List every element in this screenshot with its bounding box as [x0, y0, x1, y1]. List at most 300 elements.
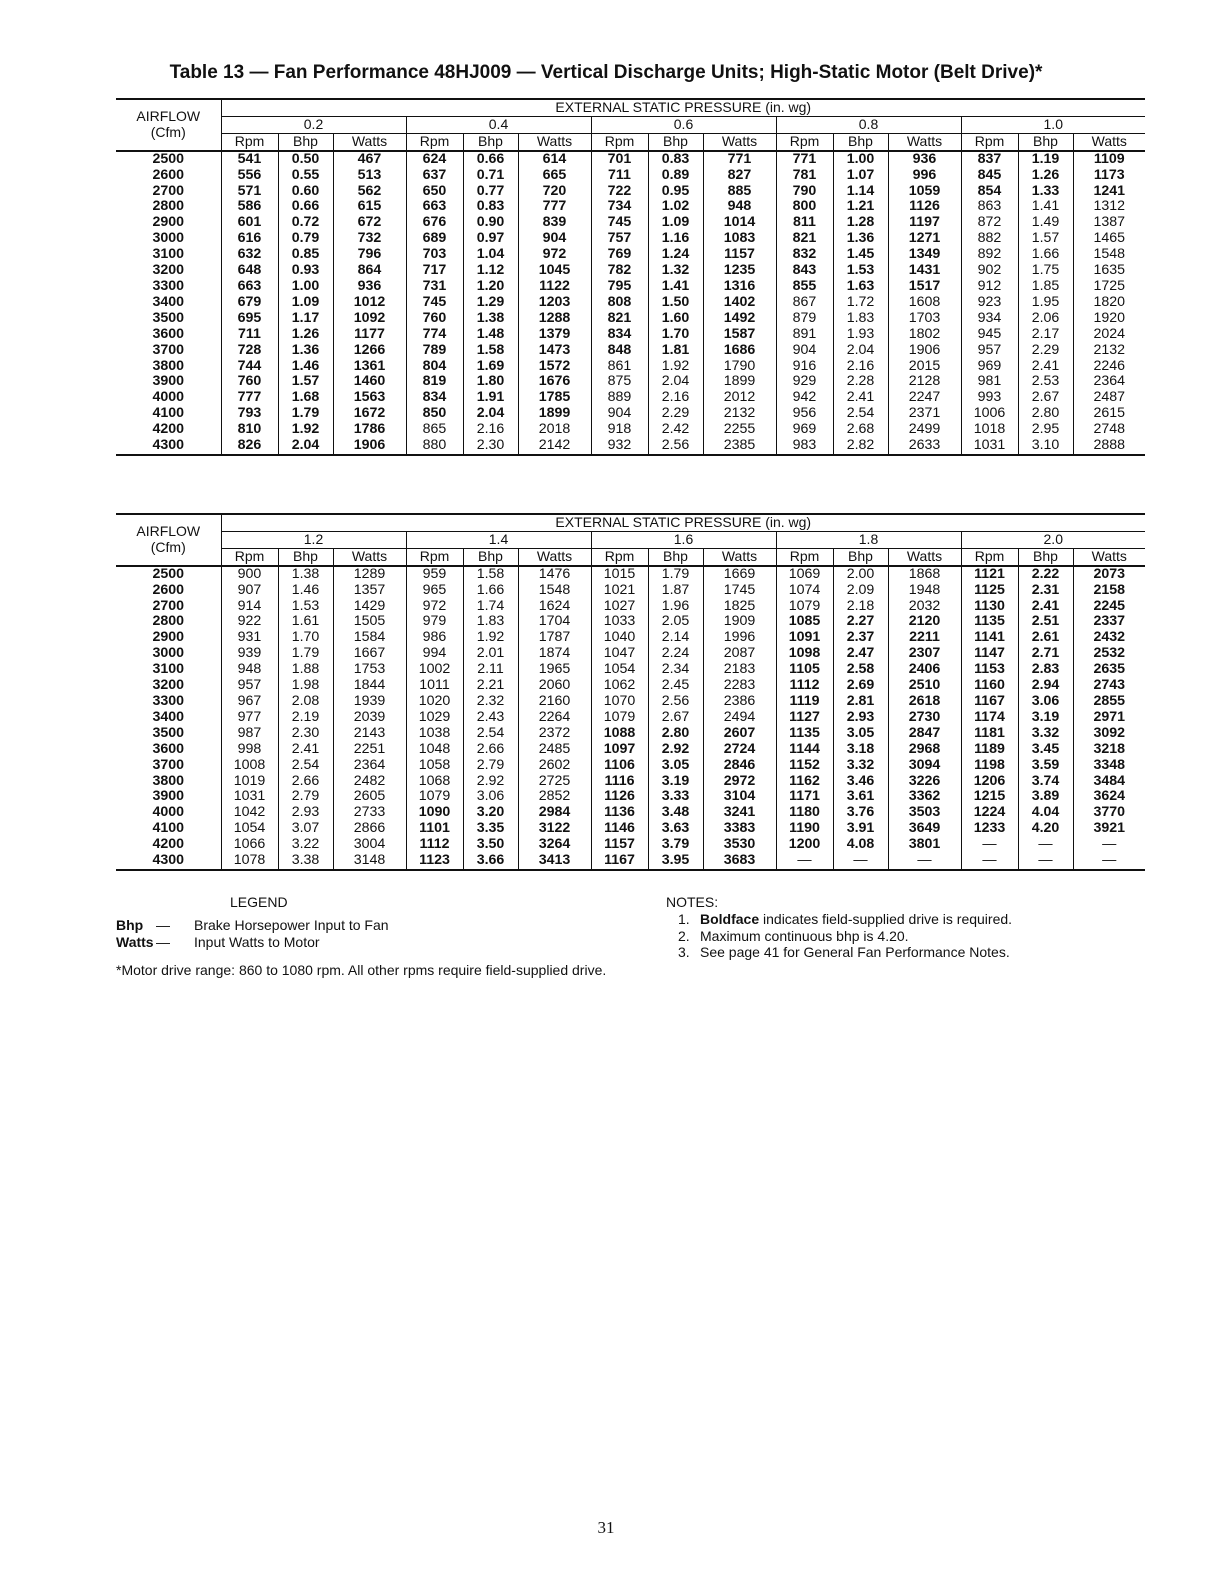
watts-cell: 1431: [888, 263, 961, 279]
watts-column-header: Watts: [333, 548, 406, 565]
rpm-cell: 1162: [776, 774, 833, 790]
table-title: Table 13 — Fan Performance 48HJ009 — Vertical Discharge Units; High-Static Motor (Belt Drive)*: [169, 62, 1043, 83]
watts-cell: 3362: [888, 789, 961, 805]
watts-cell: 2743: [1073, 678, 1145, 694]
bhp-cell: 2.24: [648, 646, 703, 662]
rpm-cell: 1198: [961, 758, 1018, 774]
rpm-cell: 1069: [776, 566, 833, 583]
watts-column-header: Watts: [1073, 133, 1145, 150]
table-row: [116, 742, 1145, 758]
rpm-cell: 648: [221, 263, 278, 279]
bhp-cell: 1.24: [648, 247, 703, 263]
rpm-cell: 1066: [221, 837, 278, 853]
bhp-cell: 1.21: [833, 199, 888, 215]
watts-cell: 972: [518, 247, 591, 263]
airflow-cell: 3500: [152, 725, 185, 741]
bhp-cell: 2.69: [833, 678, 888, 694]
watts-cell: 1122: [518, 279, 591, 295]
bhp-cell: 3.59: [1018, 758, 1073, 774]
watts-cell: 1492: [703, 311, 776, 327]
bhp-cell: 2.82: [833, 438, 888, 455]
bhp-cell: 1.36: [278, 343, 333, 359]
airflow-cell: 4300: [116, 853, 221, 870]
watts-cell: 1177: [333, 327, 406, 343]
watts-cell: 2246: [1073, 359, 1145, 375]
bhp-cell: 0.97: [463, 231, 518, 247]
rpm-cell: 863: [961, 199, 1018, 215]
bhp-cell: 0.90: [463, 215, 518, 231]
watts-cell: 2971: [1073, 710, 1145, 726]
bhp-cell: 3.91: [833, 821, 888, 837]
watts-cell: 2633: [888, 438, 961, 455]
watts-cell: 2386: [703, 694, 776, 710]
watts-cell: 1909: [703, 614, 776, 630]
rpm-cell: 1054: [591, 662, 648, 678]
bhp-cell: 1.58: [463, 566, 518, 583]
watts-cell: 2984: [518, 805, 591, 821]
watts-cell: 771: [703, 151, 776, 168]
bhp-cell: 2.56: [648, 438, 703, 455]
rpm-cell: 663: [406, 199, 463, 215]
airflow-header: AIRFLOW (Cfm): [116, 514, 221, 566]
watts-cell: 1753: [333, 662, 406, 678]
bhp-cell: 0.89: [648, 168, 703, 184]
table-row: [116, 311, 1145, 327]
watts-cell: 1672: [333, 406, 406, 422]
legend-item: Bhp — Brake Horsepower Input to Fan: [116, 917, 389, 933]
watts-cell: 720: [518, 184, 591, 200]
rpm-cell: —: [961, 837, 1018, 853]
note-item: 3. See page 41 for General Fan Performance Notes.: [678, 944, 1010, 960]
bhp-cell: 1.16: [648, 231, 703, 247]
rpm-cell: 967: [221, 694, 278, 710]
watts-cell: 1473: [518, 343, 591, 359]
bhp-cell: 3.32: [833, 758, 888, 774]
bhp-cell: 2.81: [833, 694, 888, 710]
table-row: [116, 231, 1145, 247]
rpm-cell: 848: [591, 343, 648, 359]
airflow-cell: 3600: [152, 326, 185, 342]
bhp-cell: 2.79: [278, 789, 333, 805]
bhp-cell: 3.35: [463, 821, 518, 837]
watts-cell: 2607: [703, 726, 776, 742]
bhp-cell: 1.87: [648, 583, 703, 599]
watts-cell: 1787: [518, 630, 591, 646]
pressure-header: 1.8: [776, 531, 961, 548]
table-row: [116, 821, 1145, 837]
airflow-cell: 4100: [152, 821, 185, 837]
rpm-cell: 1144: [776, 742, 833, 758]
airflow-cell: 2500: [152, 565, 185, 582]
rpm-cell: 760: [406, 311, 463, 327]
rpm-cell: 892: [961, 247, 1018, 263]
rpm-cell: 1127: [776, 710, 833, 726]
pressure-header: 0.8: [776, 116, 961, 133]
watts-cell: 732: [333, 231, 406, 247]
bhp-cell: 2.54: [463, 726, 518, 742]
table-row: [116, 614, 1145, 630]
bhp-cell: 2.18: [833, 599, 888, 615]
rpm-cell: 695: [221, 311, 278, 327]
rpm-cell: 1180: [776, 805, 833, 821]
watts-cell: 1686: [703, 343, 776, 359]
bhp-cell: 1.83: [833, 311, 888, 327]
watts-cell: 1465: [1073, 231, 1145, 247]
watts-cell: 2748: [1073, 422, 1145, 438]
airflow-cell: 4000: [152, 805, 185, 821]
watts-cell: 1785: [518, 390, 591, 406]
watts-cell: 2211: [888, 630, 961, 646]
table-row: [116, 853, 1145, 870]
watts-cell: 3649: [888, 821, 961, 837]
pressure-header: 0.4: [406, 116, 591, 133]
rpm-cell: 808: [591, 295, 648, 311]
watts-cell: 2142: [518, 438, 591, 455]
bhp-cell: 0.60: [278, 184, 333, 200]
rpm-cell: 1042: [221, 805, 278, 821]
table-row: [116, 789, 1145, 805]
table-row: [116, 422, 1145, 438]
airflow-cell: 2600: [152, 582, 185, 598]
watts-cell: 2039: [333, 710, 406, 726]
rpm-cell: 854: [961, 184, 1018, 200]
bhp-cell: 4.04: [1018, 805, 1073, 821]
bhp-cell: 1.20: [463, 279, 518, 295]
bhp-cell: 2.83: [1018, 662, 1073, 678]
pressure-header: 2.0: [961, 531, 1145, 548]
rpm-cell: 867: [776, 295, 833, 311]
table-row: [116, 837, 1145, 853]
bhp-column-header: Bhp: [648, 548, 703, 565]
rpm-column-header: Rpm: [406, 548, 463, 565]
bhp-cell: —: [1018, 837, 1073, 853]
watts-cell: 1241: [1073, 184, 1145, 200]
watts-cell: 2018: [518, 422, 591, 438]
table-row: [116, 599, 1145, 615]
pressure-header: 1.4: [406, 531, 591, 548]
airflow-cell: 2600: [152, 167, 185, 183]
bhp-cell: 1.69: [463, 359, 518, 375]
airflow-cell: 2900: [152, 215, 185, 231]
bhp-cell: 1.98: [278, 678, 333, 694]
bhp-cell: 0.93: [278, 263, 333, 279]
rpm-cell: 1112: [776, 678, 833, 694]
rpm-cell: 1015: [591, 566, 648, 583]
table-row: [116, 390, 1145, 406]
rpm-cell: 632: [221, 247, 278, 263]
watts-cell: 1572: [518, 359, 591, 375]
rpm-cell: 845: [961, 168, 1018, 184]
rpm-cell: 1121: [961, 566, 1018, 583]
rpm-cell: 1058: [406, 758, 463, 774]
rpm-cell: 1011: [406, 678, 463, 694]
bhp-cell: 1.32: [648, 263, 703, 279]
watts-cell: 562: [333, 184, 406, 200]
bhp-cell: 2.16: [648, 390, 703, 406]
table-row: [116, 566, 1145, 583]
rpm-cell: 1085: [776, 614, 833, 630]
watts-cell: —: [1073, 853, 1145, 870]
bhp-cell: 0.55: [278, 168, 333, 184]
rpm-cell: 945: [961, 327, 1018, 343]
bhp-cell: 1.68: [278, 390, 333, 406]
rpm-cell: 1233: [961, 821, 1018, 837]
bhp-cell: 1.41: [648, 279, 703, 295]
watts-cell: 2499: [888, 422, 961, 438]
rpm-cell: 843: [776, 263, 833, 279]
bhp-cell: 2.93: [278, 805, 333, 821]
bhp-cell: 1.81: [648, 343, 703, 359]
rpm-cell: 676: [406, 215, 463, 231]
watts-cell: 1361: [333, 359, 406, 375]
watts-cell: 2015: [888, 359, 961, 375]
bhp-cell: 2.22: [1018, 566, 1073, 583]
watts-cell: 2847: [888, 726, 961, 742]
watts-cell: 1288: [518, 311, 591, 327]
rpm-column-header: Rpm: [221, 133, 278, 150]
airflow-cell: 3900: [152, 789, 185, 805]
bhp-column-header: Bhp: [1018, 133, 1073, 150]
bhp-cell: 2.21: [463, 678, 518, 694]
rpm-cell: 624: [406, 151, 463, 168]
watts-cell: 513: [333, 168, 406, 184]
rpm-cell: 1018: [961, 422, 1018, 438]
airflow-header: AIRFLOW (Cfm): [116, 99, 221, 151]
bhp-cell: 2.53: [1018, 374, 1073, 390]
watts-cell: 2385: [703, 438, 776, 455]
rpm-cell: 922: [221, 614, 278, 630]
bhp-cell: 3.32: [1018, 726, 1073, 742]
airflow-cell: 2800: [152, 614, 185, 630]
legend-heading: LEGEND: [230, 894, 288, 910]
rpm-cell: 880: [406, 438, 463, 455]
bhp-cell: 3.22: [278, 837, 333, 853]
esp-header: EXTERNAL STATIC PRESSURE (in. wg): [221, 99, 1145, 116]
rpm-cell: 1152: [776, 758, 833, 774]
airflow-cell: 3400: [152, 709, 185, 725]
watts-cell: 1402: [703, 295, 776, 311]
watts-column-header: Watts: [333, 133, 406, 150]
watts-cell: 2724: [703, 742, 776, 758]
watts-cell: 936: [333, 279, 406, 295]
table-row: [116, 247, 1145, 263]
rpm-cell: 850: [406, 406, 463, 422]
rpm-cell: 1047: [591, 646, 648, 662]
watts-cell: 3413: [518, 853, 591, 870]
table-row: [116, 263, 1145, 279]
watts-cell: 1157: [703, 247, 776, 263]
rpm-cell: 1020: [406, 694, 463, 710]
bhp-cell: 1.79: [278, 646, 333, 662]
bhp-cell: 1.02: [648, 199, 703, 215]
rpm-cell: 821: [591, 311, 648, 327]
rpm-cell: 1038: [406, 726, 463, 742]
rpm-cell: 1135: [776, 726, 833, 742]
rpm-cell: 745: [406, 295, 463, 311]
watts-cell: 3122: [518, 821, 591, 837]
rpm-cell: 663: [221, 279, 278, 295]
rpm-cell: 771: [776, 151, 833, 168]
watts-column-header: Watts: [1073, 548, 1145, 565]
watts-cell: 777: [518, 199, 591, 215]
watts-cell: 3484: [1073, 774, 1145, 790]
rpm-cell: 939: [221, 646, 278, 662]
watts-cell: 3241: [703, 805, 776, 821]
watts-cell: 3383: [703, 821, 776, 837]
rpm-cell: 811: [776, 215, 833, 231]
bhp-cell: 2.94: [1018, 678, 1073, 694]
rpm-cell: 1112: [406, 837, 463, 853]
bhp-cell: 2.41: [833, 390, 888, 406]
watts-cell: 1704: [518, 614, 591, 630]
bhp-cell: 1.50: [648, 295, 703, 311]
bhp-cell: 2.68: [833, 422, 888, 438]
bhp-cell: 2.95: [1018, 422, 1073, 438]
table-row: [116, 279, 1145, 295]
rpm-cell: 882: [961, 231, 1018, 247]
watts-cell: 3530: [703, 837, 776, 853]
watts-cell: 2158: [1073, 583, 1145, 599]
bhp-cell: 1.48: [463, 327, 518, 343]
bhp-cell: 1.07: [833, 168, 888, 184]
watts-cell: 1059: [888, 184, 961, 200]
rpm-cell: 586: [221, 199, 278, 215]
watts-cell: 2635: [1073, 662, 1145, 678]
rpm-cell: 918: [591, 422, 648, 438]
rpm-column-header: Rpm: [776, 133, 833, 150]
watts-cell: 2371: [888, 406, 961, 422]
watts-cell: 2855: [1073, 694, 1145, 710]
rpm-cell: 998: [221, 742, 278, 758]
watts-cell: 3503: [888, 805, 961, 821]
rpm-cell: 1200: [776, 837, 833, 853]
table-row: [116, 359, 1145, 375]
watts-cell: 2733: [333, 805, 406, 821]
rpm-cell: 929: [776, 374, 833, 390]
motor-drive-footnote: *Motor drive range: 860 to 1080 rpm. All other rpms require field-supplied drive.: [116, 962, 607, 978]
watts-cell: 1608: [888, 295, 961, 311]
bhp-column-header: Bhp: [278, 548, 333, 565]
watts-cell: 2615: [1073, 406, 1145, 422]
watts-cell: 996: [888, 168, 961, 184]
note-item: 1. Boldface indicates field-supplied drive is required.: [678, 911, 1013, 927]
bhp-cell: 1.57: [278, 374, 333, 390]
rpm-cell: 994: [406, 646, 463, 662]
rpm-cell: 912: [961, 279, 1018, 295]
bhp-column-header: Bhp: [648, 133, 703, 150]
bhp-cell: 2.54: [833, 406, 888, 422]
watts-cell: 1517: [888, 279, 961, 295]
rpm-cell: 986: [406, 630, 463, 646]
bhp-cell: 3.95: [648, 853, 703, 870]
bhp-cell: 1.36: [833, 231, 888, 247]
rpm-cell: 1215: [961, 789, 1018, 805]
watts-cell: 1173: [1073, 168, 1145, 184]
bhp-cell: 3.45: [1018, 742, 1073, 758]
watts-cell: 2283: [703, 678, 776, 694]
bhp-column-header: Bhp: [833, 133, 888, 150]
watts-cell: 2132: [1073, 343, 1145, 359]
watts-cell: 2432: [1073, 630, 1145, 646]
watts-cell: 1635: [1073, 263, 1145, 279]
watts-cell: 2307: [888, 646, 961, 662]
watts-cell: 885: [703, 184, 776, 200]
airflow-cell: 2700: [152, 183, 185, 199]
rpm-cell: 1224: [961, 805, 1018, 821]
bhp-cell: 2.31: [1018, 583, 1073, 599]
bhp-cell: 4.20: [1018, 821, 1073, 837]
rpm-cell: 934: [961, 311, 1018, 327]
airflow-cell: 3900: [152, 374, 185, 390]
pressure-header: 0.6: [591, 116, 776, 133]
table-row: [116, 710, 1145, 726]
rpm-cell: 1206: [961, 774, 1018, 790]
airflow-cell: 3000: [152, 231, 185, 247]
rpm-cell: 1167: [961, 694, 1018, 710]
bhp-cell: 4.08: [833, 837, 888, 853]
watts-cell: 2852: [518, 789, 591, 805]
table-row: [116, 678, 1145, 694]
watts-cell: 1584: [333, 630, 406, 646]
watts-cell: 1349: [888, 247, 961, 263]
airflow-cell: 3100: [152, 662, 185, 678]
rpm-cell: 1101: [406, 821, 463, 837]
rpm-cell: 1029: [406, 710, 463, 726]
airflow-cell: 3800: [152, 358, 185, 374]
watts-cell: 1316: [703, 279, 776, 295]
bhp-cell: 1.79: [278, 406, 333, 422]
table-row: [116, 662, 1145, 678]
rpm-column-header: Rpm: [591, 133, 648, 150]
watts-cell: 3092: [1073, 726, 1145, 742]
rpm-cell: 1079: [591, 710, 648, 726]
watts-cell: 2060: [518, 678, 591, 694]
rpm-cell: 872: [961, 215, 1018, 231]
watts-cell: 1899: [703, 374, 776, 390]
bhp-cell: 2.58: [833, 662, 888, 678]
rpm-cell: 875: [591, 374, 648, 390]
rpm-cell: —: [961, 853, 1018, 870]
rpm-cell: 959: [406, 566, 463, 583]
bhp-cell: 1.57: [1018, 231, 1073, 247]
table-row: [116, 774, 1145, 790]
rpm-cell: 834: [406, 390, 463, 406]
bhp-cell: 3.76: [833, 805, 888, 821]
bhp-cell: 2.19: [278, 710, 333, 726]
bhp-cell: 0.95: [648, 184, 703, 200]
bhp-cell: 3.06: [1018, 694, 1073, 710]
bhp-cell: 3.66: [463, 853, 518, 870]
watts-cell: 2245: [1073, 599, 1145, 615]
rpm-cell: 1125: [961, 583, 1018, 599]
airflow-cell: 2800: [152, 199, 185, 215]
rpm-cell: 703: [406, 247, 463, 263]
watts-cell: 2725: [518, 774, 591, 790]
watts-cell: 1624: [518, 599, 591, 615]
rpm-cell: 777: [221, 390, 278, 406]
bhp-cell: 2.04: [648, 374, 703, 390]
watts-cell: 2532: [1073, 646, 1145, 662]
watts-cell: 2968: [888, 742, 961, 758]
bhp-cell: 1.74: [463, 599, 518, 615]
rpm-cell: 769: [591, 247, 648, 263]
bhp-cell: 1.53: [278, 599, 333, 615]
airflow-cell: 3700: [152, 757, 185, 773]
watts-cell: 2364: [1073, 374, 1145, 390]
bhp-cell: 0.79: [278, 231, 333, 247]
bhp-cell: 1.79: [648, 566, 703, 583]
watts-cell: —: [888, 853, 961, 870]
